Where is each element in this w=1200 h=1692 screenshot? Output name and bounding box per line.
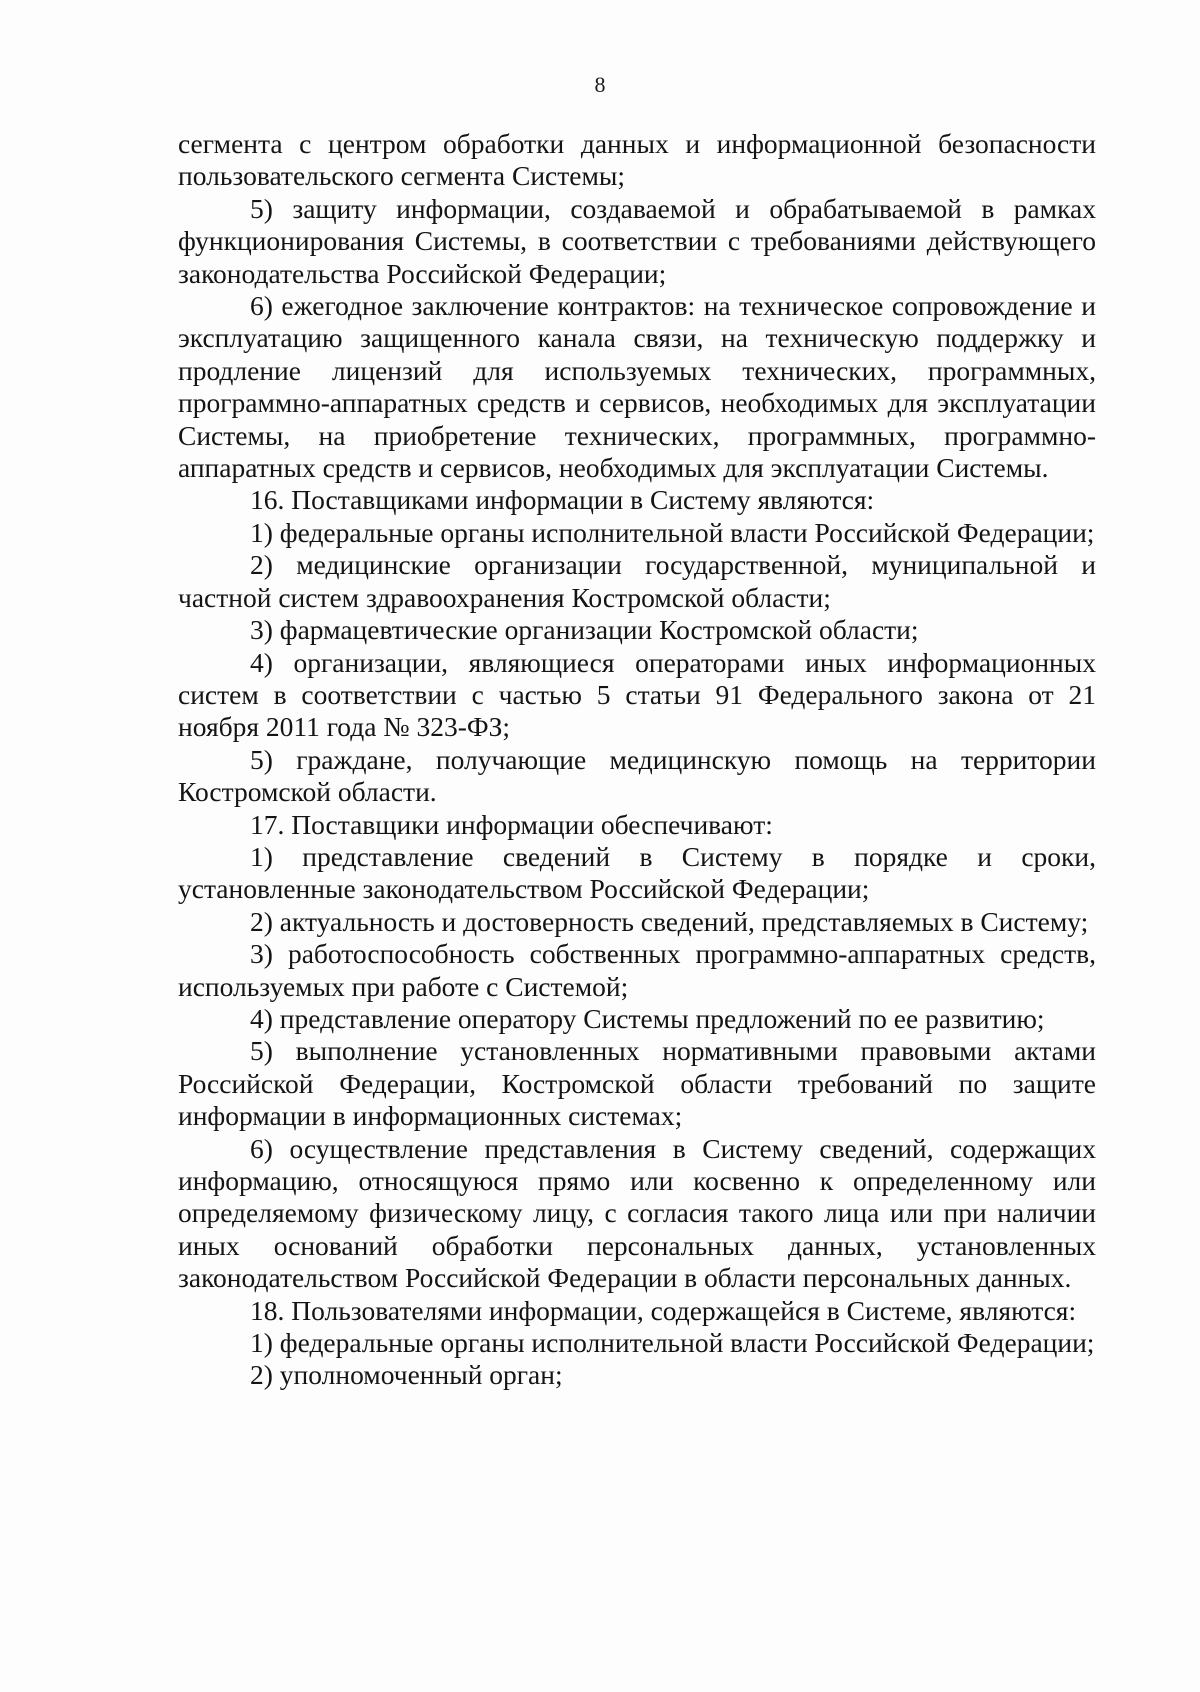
paragraph-17-item-4: 4) представление оператору Системы предложений по ее развитию; — [250, 1002, 1045, 1034]
page-number: 8 — [594, 72, 606, 97]
paragraph-18-heading: 18. Пользователями информации, содержащейся в Системе, являются: — [250, 1294, 1077, 1326]
paragraph-item-6-annual-contracts: 6) ежегодное заключение контрактов: на техническое сопровождение и эксплуатацию защищенного канала связи, на техническую поддержку и продление лицензий для используемых технических, программных, программно-аппаратных средств и сервисов, необходимых для эксплуатации Системы, на приобретение технических, программных, программно-аппаратных средств и сервисов, необходимых для эксплуатации Системы. — [178, 290, 1096, 484]
paragraph-16-item-1: 1) федеральные органы исполнительной власти Российской Федерации; — [250, 516, 1095, 548]
paragraph-18-item-1: 1) федеральные органы исполнительной власти Российской Федерации; — [250, 1327, 1095, 1359]
paragraph-16-item-3: 3) фармацевтические организации Костромской области; — [250, 614, 919, 646]
paragraph-17-item-3: 3) работоспособность собственных программно-аппаратных средств, используемых при работе с Системой; — [178, 938, 1096, 1002]
paragraph-17-item-1: 1) представление сведений в Систему в порядке и сроки, установленные законодательством Российской Федерации; — [178, 840, 1096, 905]
paragraph-16-item-4: 4) организации, являющиеся операторами иных информационных систем в соответствии с частью 5 статьи 91 Федерального закона от 21 ноября 2011 года № 323-ФЗ; — [178, 646, 1096, 743]
paragraph-16-item-5: 5) граждане, получающие медицинскую помощь на территории Костромской области. — [178, 743, 1096, 808]
paragraph-item-5-info-protection: 5) защиту информации, создаваемой и обрабатываемой в рамках функционирования Системы, в соответствии с требованиями действующего законодательства Российской Федерации; — [178, 192, 1096, 289]
paragraph-17-item-6: 6) осуществление представления в Систему сведений, содержащих информацию, относящуюся прямо или косвенно к определенному или определяемому физическому лицу, с согласия такого лица или при наличии иных оснований обработки персональных данных, установленных законодательством Российской Федерации в области персональных данных. — [178, 1132, 1096, 1294]
paragraph-17-item-5: 5) выполнение установленных нормативными правовыми актами Российской Федерации, Костромской области требований по защите информации в информационных системах; — [178, 1035, 1096, 1132]
paragraph-16-item-2: 2) медицинские организации государственной, муниципальной и частной систем здравоохранения Костромской области; — [178, 549, 1096, 613]
document-body — [178, 128, 1096, 1392]
paragraph-17-heading: 17. Поставщики информации обеспечивают: — [250, 808, 773, 840]
paragraph-18-item-2: 2) уполномоченный орган; — [250, 1359, 563, 1391]
paragraph-17-item-2: 2) актуальность и достоверность сведений, представляемых в Систему; — [250, 905, 1089, 937]
paragraph-segment-continuation: сегмента с центром обработки данных и информационной безопасности пользовательского сегмента Системы; — [178, 128, 1096, 192]
paragraph-16-heading: 16. Поставщиками информации в Систему являются: — [250, 484, 875, 516]
